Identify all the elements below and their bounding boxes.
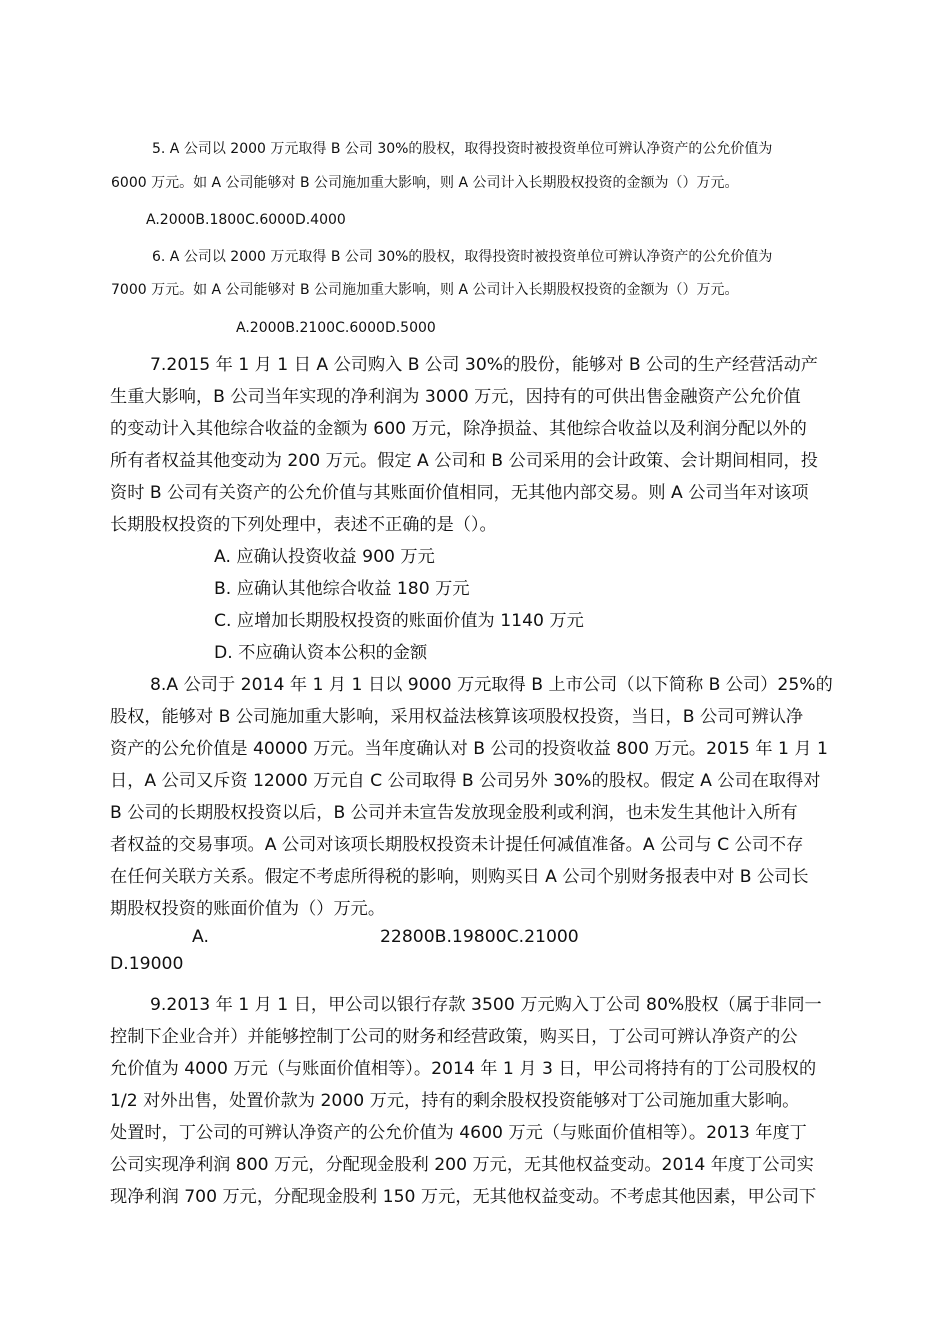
q7-option-c: C. 应增加长期股权投资的账面价值为 1140 万元 bbox=[214, 611, 584, 631]
q5-line-2: 6000 万元。如 A 公司能够对 B 公司施加重大影响，则 A 公司计入长期股权投资的金额为（）万元。 bbox=[111, 175, 739, 191]
q9-line-2: 控制下企业合并）并能够控制丁公司的财务和经营政策，购买日，丁公司可辨认净资产的公 bbox=[110, 1027, 798, 1047]
q8-options-rest: 22800B.19800C.21000 bbox=[380, 927, 579, 947]
q8-line-4: 日，A 公司又斥资 12000 万元自 C 公司取得 B 公司另外 30%的股权。假定 A 公司在取得对 bbox=[110, 771, 821, 791]
q9-line-3: 允价值为 4000 万元（与账面价值相等）。2014 年 1 月 3 日，甲公司将持有的丁公司股权的 bbox=[110, 1059, 817, 1079]
q8-line-6: 者权益的交易事项。A 公司对该项长期股权投资未计提任何减值准备。A 公司与 C 公司不存 bbox=[110, 835, 804, 855]
q8-line-3: 资产的公允价值是 40000 万元。当年度确认对 B 公司的投资收益 800 万元。2015 年 1 月 1 bbox=[110, 739, 828, 759]
q8-line-8: 期股权投资的账面价值为（）万元。 bbox=[110, 899, 386, 919]
q8-line-5: B 公司的长期股权投资以后，B 公司并未宣告发放现金股利或利润，也未发生其他计入所有 bbox=[110, 803, 798, 823]
q8-line-7: 在任何关联方关系。假定不考虑所得税的影响，则购买日 A 公司个别财务报表中对 B 公司长 bbox=[110, 867, 809, 887]
q7-line-3: 的变动计入其他综合收益的金额为 600 万元，除净损益、其他综合收益以及利润分配以外的 bbox=[110, 419, 807, 439]
q8-option-d: D.19000 bbox=[110, 954, 184, 974]
q7-line-2: 生重大影响，B 公司当年实现的净利润为 3000 万元，因持有的可供出售金融资产公允价值 bbox=[110, 387, 801, 407]
q7-option-a: A. 应确认投资收益 900 万元 bbox=[214, 547, 435, 567]
q9-line-6: 公司实现净利润 800 万元，分配现金股利 200 万元，无其他权益变动。2014 年度丁公司实 bbox=[110, 1155, 814, 1175]
q5-options: A.2000B.1800C.6000D.4000 bbox=[146, 212, 346, 228]
q7-line-5: 资时 B 公司有关资产的公允价值与其账面价值相同，无其他内部交易。则 A 公司当年对该项 bbox=[110, 483, 809, 503]
q8-line-2: 股权，能够对 B 公司施加重大影响，采用权益法核算该项股权投资，当日，B 公司可辨认净 bbox=[110, 707, 804, 727]
q9-line-5: 处置时，丁公司的可辨认净资产的公允价值为 4600 万元（与账面价值相等）。2013 年度丁 bbox=[110, 1123, 807, 1143]
q7-line-4: 所有者权益其他变动为 200 万元。假定 A 公司和 B 公司采用的会计政策、会计期间相同，投 bbox=[110, 451, 818, 471]
q7-line-6: 长期股权投资的下列处理中，表述不正确的是（）。 bbox=[110, 515, 497, 535]
q9-line-7: 现净利润 700 万元，分配现金股利 150 万元，无其他权益变动。不考虑其他因素，甲公司下 bbox=[110, 1187, 817, 1207]
q6-options: A.2000B.2100C.6000D.5000 bbox=[236, 320, 436, 336]
q8-line-1: 8.A 公司于 2014 年 1 月 1 日以 9000 万元取得 B 上市公司（以下简称 B 公司）25%的 bbox=[150, 675, 833, 695]
q9-line-1: 9.2013 年 1 月 1 日，甲公司以银行存款 3500 万元购入丁公司 80%股权（属于非同一 bbox=[150, 995, 822, 1015]
q5-line-1: 5. A 公司以 2000 万元取得 B 公司 30%的股权，取得投资时被投资单位可辨认净资产的公允价值为 bbox=[152, 141, 773, 157]
q9-line-4: 1/2 对外出售，处置价款为 2000 万元，持有的剩余股权投资能够对丁公司施加重大影响。 bbox=[110, 1091, 800, 1111]
q6-line-1: 6. A 公司以 2000 万元取得 B 公司 30%的股权，取得投资时被投资单位可辨认净资产的公允价值为 bbox=[152, 249, 773, 265]
q7-option-b: B. 应确认其他综合收益 180 万元 bbox=[214, 579, 470, 599]
q7-option-d: D. 不应确认资本公积的金额 bbox=[214, 643, 428, 663]
q8-option-a: A. bbox=[192, 927, 209, 947]
q6-line-2: 7000 万元。如 A 公司能够对 B 公司施加重大影响，则 A 公司计入长期股权投资的金额为（）万元。 bbox=[111, 282, 739, 298]
q7-line-1: 7.2015 年 1 月 1 日 A 公司购入 B 公司 30%的股份，能够对 B 公司的生产经营活动产 bbox=[150, 355, 818, 375]
